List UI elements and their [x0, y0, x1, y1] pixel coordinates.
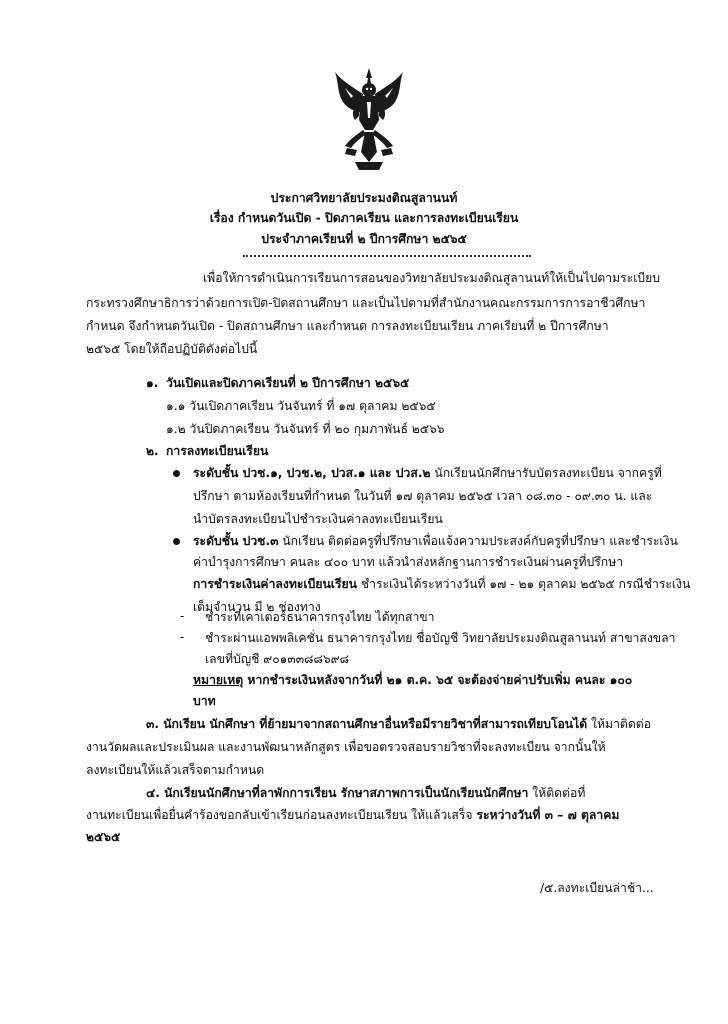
payment-line-1: การชำระเงินค่าลงทะเบียนเรียน ชำระเงินได้ระหว่างวันที่ ๑๗ - ๒๑ ตุลาคม ๒๕๖๕ กรณีชำระเงิน [193, 577, 691, 591]
dotted-divider [243, 255, 531, 257]
note-line-1: หมายเหตุ หากชำระเงินหลังจากวันที่ ๒๑ ต.ค. ๖๕ จะต้องจ่ายค่าปรับเพิ่ม คนละ ๑๐๐ [193, 673, 633, 687]
section-3-line-1: ๓. นักเรียน นักศึกษา ที่ย้ายมาจากสถานศึกษาอื่นหรือมีรายวิชาที่สามารถเทียบโอนได้ ให้มาติดต่อ [146, 717, 651, 731]
section-1-item-2: ๑.๒ วันปิดภาคเรียน วันจันทร์ ที่ ๒๐ กุมภาพันธ์ ๒๕๖๖ [166, 422, 445, 436]
intro-line-1: เพื่อให้การดำเนินการเรียนการสอนของวิทยาลัยประมงติณสูลานนท์ให้เป็นไปตามระเบียบ [203, 271, 660, 285]
section-4-line-1: ๔. นักเรียนนักศึกษาที่ลาพักการเรียน รักษาสภาพการเป็นนักเรียนนักศึกษา ให้ติดต่อที่ [146, 786, 586, 800]
bullet-icon [173, 470, 180, 477]
announcement-title: ประกาศวิทยาลัยประมงติณสูลานนท์ [270, 191, 458, 205]
payment-line-2: เต็มจำนวน มี ๒ ช่องทาง [193, 600, 321, 614]
bullet-1-line-1: ระดับชั้น ปวช.๑, ปวช.๒, ปวส.๑ และ ปวส.๒ นักเรียนนักศึกษารับบัตรลงทะเบียน จากครูที่ [193, 466, 662, 480]
bullet-1-line-3: นำบัตรลงทะเบียนไปชำระเงินค่าลงทะเบียนเรียน [193, 512, 443, 526]
garuda-emblem-icon [333, 68, 405, 178]
section-1-title: วันเปิดและปิดภาคเรียนที่ ๒ ปีการศึกษา ๒๕๖๕ [166, 376, 410, 390]
bullet-2-line-2: ค่าบำรุงการศึกษา คนละ ๔๐๐ บาท แล้วนำส่งหลักฐานการชำระเงินผ่านครูที่ปรึกษา [193, 555, 624, 569]
intro-line-3: กำหนด จึงกำหนดวันเปิด - ปิดสถานศึกษา และกำหนด การลงทะเบียนเรียน ภาคเรียนที่ ๒ ปีการศึกษา [86, 319, 609, 333]
channel-2-line-2: เลขที่บัญชี ๙๐๑๓๓๘๘๖๙๘ [205, 652, 349, 666]
announcement-subject: เรื่อง กำหนดวันเปิด - ปิดภาคเรียน และการลงทะเบียนเรียน [209, 211, 519, 225]
note-line-2: บาท [193, 694, 216, 708]
channel-2-line-1: ชำระผ่านแอพพลิเคชั่น ธนาคารกรุงไทย ชื่อบัญชี วิทยาลัยประมงติณสูลานนท์ สาขาสงขลา [205, 631, 676, 645]
section-3-line-2: งานวัดผลและประเมินผล และงานพัฒนาหลักสูตร เพื่อขอตรวจสอบรายวิชาที่จะลงทะเบียน จากนั้นให้ [86, 740, 606, 754]
dash-marker: - [180, 609, 185, 623]
continuation-note: /๕.ลงทะเบียนล่าช้า... [540, 881, 654, 895]
section-1-number: ๑. [146, 376, 159, 390]
channel-1: ชำระที่เคาเตอร์ธนาคารกรุงไทย ได้ทุกสาขา [205, 610, 435, 624]
section-3-line-3: ลงทะเบียนให้แล้วเสร็จตามกำหนด [86, 763, 265, 777]
bullet-2-line-1: ระดับชั้น ปวช.๓ นักเรียน ติดต่อครูที่ปรึกษาเพื่อแจ้งความประสงค์กับครูที่ปรึกษา และชำระเงิน [193, 534, 678, 548]
section-1-item-1: ๑.๑ วันเปิดภาคเรียน วันจันทร์ ที่ ๑๗ ตุลาคม ๒๕๖๕ [166, 399, 436, 413]
section-4-line-2: งานทะเบียนเพื่อยื่นคำร้องขอกลับเข้าเรียนก่อนลงทะเบียนเรียน ให้แล้วเสร็จ ระหว่างวันที่ ๓ – ๗ ตุลาคม [86, 808, 620, 822]
bullet-1-line-2: ปรึกษา ตามห้องเรียนที่กำหนด ในวันที่ ๑๗ ตุลาคม ๒๕๖๕ เวลา ๐๘.๓๐ - ๐๙.๓๐ น. และ [193, 489, 653, 503]
intro-line-2: กระทรวงศึกษาธิการว่าด้วยการเปิด-ปิดสถานศึกษา และเป็นไปตามที่สำนักงานคณะกรรมการการอาชีวศึกษา [86, 296, 646, 310]
announcement-term: ประจำภาคเรียนที่ ๒ ปีการศึกษา ๒๕๖๕ [261, 232, 467, 246]
section-4-line-3: ๒๕๖๕ [86, 830, 121, 844]
dash-marker: - [180, 630, 185, 644]
section-2-title: การลงทะเบียนเรียน [166, 444, 269, 458]
bullet-icon [173, 538, 180, 545]
section-2-number: ๒. [146, 444, 159, 458]
intro-line-4: ๒๕๖๕ โดยให้ถือปฏิบัติดังต่อไปนี้ [86, 342, 258, 356]
